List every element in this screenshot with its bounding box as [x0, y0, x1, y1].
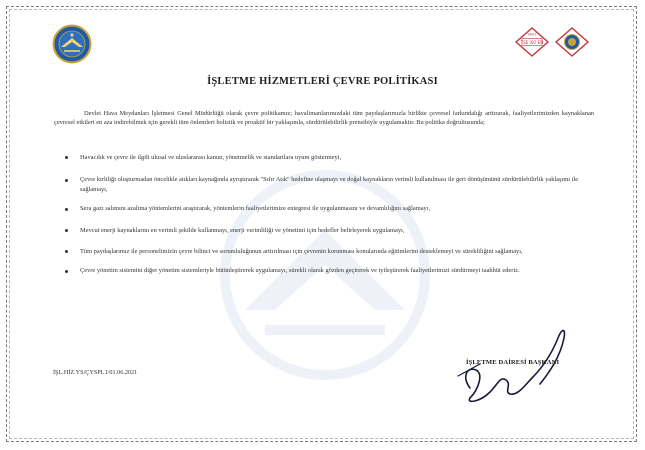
- list-item-text: Çevre kirliliği oluşturmadan öncelikle atıkları kaynağında ayrıştırarak "Sıfır Atık" hedefine ulaşmayı ve doğal kaynakların verimli kullanılması ile geri dönüşümünü sürdürülebilirlik yaklaşımı ile sağlamayı,: [80, 176, 579, 193]
- list-item: [62, 226, 592, 235]
- bullet-dot-icon: [65, 250, 68, 253]
- tse-badge-icon: [516, 28, 548, 56]
- list-item: [62, 266, 592, 275]
- list-item: [62, 204, 592, 213]
- policy-list: [62, 153, 592, 276]
- bullet-dot-icon: [65, 270, 68, 273]
- list-item-text: Mevcut enerji kaynaklarını en verimli şekilde kullanmayı, enerji verimliliği ve yönetimi için hedefler belirleyerek uygulamayı,: [80, 226, 405, 234]
- list-item: [62, 247, 592, 256]
- svg-text:TSE ISO EN: TSE ISO EN: [520, 39, 544, 45]
- bullet-dot-icon: [65, 156, 68, 159]
- bullet-dot-icon: [65, 179, 68, 182]
- bullet-dot-icon: [65, 229, 68, 232]
- list-item-text: Sera gazı salımını azaltma yöntemlerini araştırarak, yöntemlerin faaliyetlerimize entegresi ile uygulanmasını ve devamlılığını sağlamayı,: [80, 205, 431, 213]
- bullet-dot-icon: [65, 208, 68, 211]
- list-item-text: Havacılık ve çevre ile ilgili ulusal ve uluslararası kanun, yönetmelik ve standartlara uyum göstermeyi,: [80, 154, 342, 161]
- svg-text:9001: 9001: [527, 32, 537, 37]
- signatory-title: İŞLETME DAİRESİ BAŞKANI: [466, 359, 560, 366]
- certification-badges-icon: [514, 26, 594, 58]
- document-code: İŞL.HİZ.YS/ÇYSPL1/01.06.2021: [53, 369, 138, 376]
- seal-icon: [556, 28, 588, 56]
- list-item: [62, 175, 592, 194]
- dhmi-emblem-icon: [52, 24, 92, 64]
- list-item-text: Çevre yönetim sistemini diğer yönetim sistemleriyle bütünleştirerek uygulamayı, sürekli olarak gözden geçirerek ve iyileştirerek faaliyetlerimizi sürdürmeyi taahhüt ederiz.: [80, 267, 520, 275]
- list-item-text: Tüm paydaşlarımız ile personelimizin çevre bilinci ve sorumluluğunun arttırılması için çevrenin korunması konularında eğitimlerini desteklemeyi ve sürekliliğini sağlamayı,: [80, 248, 523, 256]
- page-title: İŞLETME HİZMETLERİ ÇEVRE POLİTİKASI: [207, 76, 438, 87]
- list-item: [62, 153, 592, 162]
- intro-paragraph: Devlet Hava Meydanları İşletmesi Genel Müdürlüğü olarak çevre politikamız; havalimanlarımızdaki tüm paydaşlarımızla birlikte çevresel farkındalığı arttırarak, faaliyetlerimizden kaynaklanan çevresel etkileri en aza indirebilmek için gerekli tüm önlemleri holistik ve proaktif bir yaklaşımla, sürdürülebilirlik prensibiyle uygulamaktır. Bu politika doğrultusunda;: [54, 110, 594, 127]
